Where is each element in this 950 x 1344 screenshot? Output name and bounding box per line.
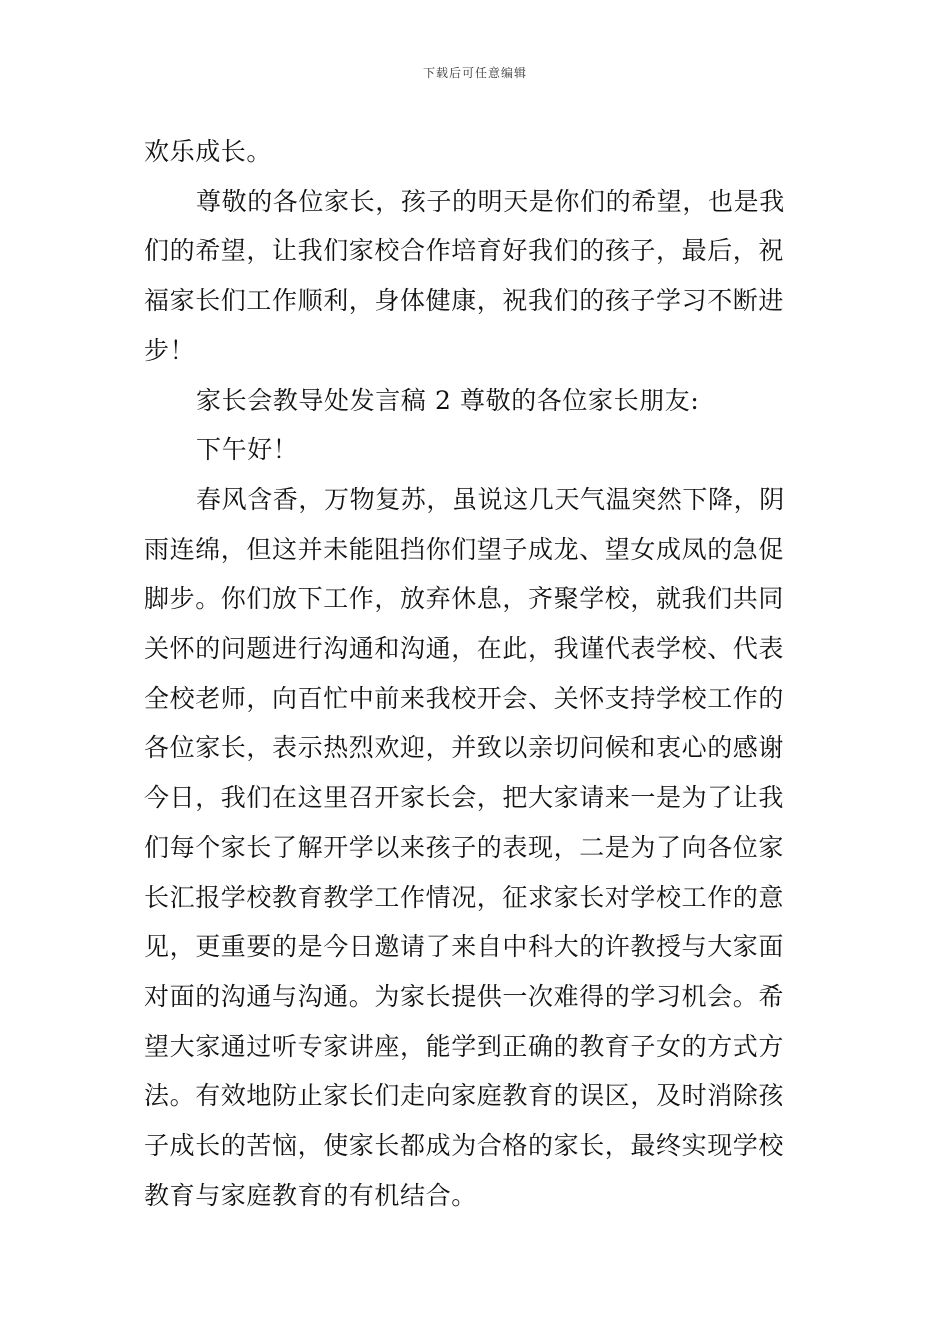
text-line: 法。有效地防止家长们走向家庭教育的误区，及时消除孩 [144,1081,785,1111]
text-line: 全校老师，向百忙中前来我校开会、关怀支持学校工作的 [144,683,785,713]
text-line: 关怀的问题进行沟通和沟通，在此，我谨代表学校、代表 [144,634,785,664]
text-line: 们的希望，让我们家校合作培育好我们的孩子，最后，祝 [144,236,785,266]
text-line: 对面的沟通与沟通。为家长提供一次难得的学习机会。希 [144,981,785,1011]
text-line: 子成长的苦恼，使家长都成为合格的家长，最终实现学校 [144,1131,785,1161]
text-line: 各位家长，表示热烈欢迎，并致以亲切问候和衷心的感谢 [144,733,785,763]
document-body [144,127,806,1220]
page-header: 下载后可任意编辑 [422,66,527,80]
text-line: 脚步。你们放下工作，放弃休息，齐聚学校，就我们共同 [144,584,785,614]
text-line: 福家长们工作顺利，身体健康，祝我们的孩子学习不断进 [144,286,785,316]
text-line: 欢乐成长。 [144,137,273,166]
greeting-line: 下午好！ [196,435,299,465]
text-line: 今日，我们在这里召开家长会，把大家请来一是为了让我 [144,783,785,813]
paragraph-first-line: 春风含香，万物复苏，虽说这几天气温突然下降，阴 [196,484,785,514]
text-line: 雨连绵，但这并未能阻挡你们望子成龙、望女成凤的急促 [144,534,785,564]
text-line: 长汇报学校教育教学工作情况，征求家长对学校工作的意 [144,882,785,912]
text-line: 步！ [144,335,196,365]
text-line: 们每个家长了解开学以来孩子的表现，二是为了向各位家 [144,832,785,862]
section-title-line: 家长会教导处发言稿 2 尊敬的各位家长朋友: [196,385,700,415]
text-line: 望大家通过听专家讲座，能学到正确的教育子女的方式方 [144,1031,785,1061]
text-line: 见，更重要的是今日邀请了来自中科大的许教授与大家面 [144,932,785,962]
paragraph-first-line: 尊敬的各位家长，孩子的明天是你们的希望，也是我 [196,186,785,216]
text-line: 教育与家庭教育的有机结合。 [144,1180,477,1210]
